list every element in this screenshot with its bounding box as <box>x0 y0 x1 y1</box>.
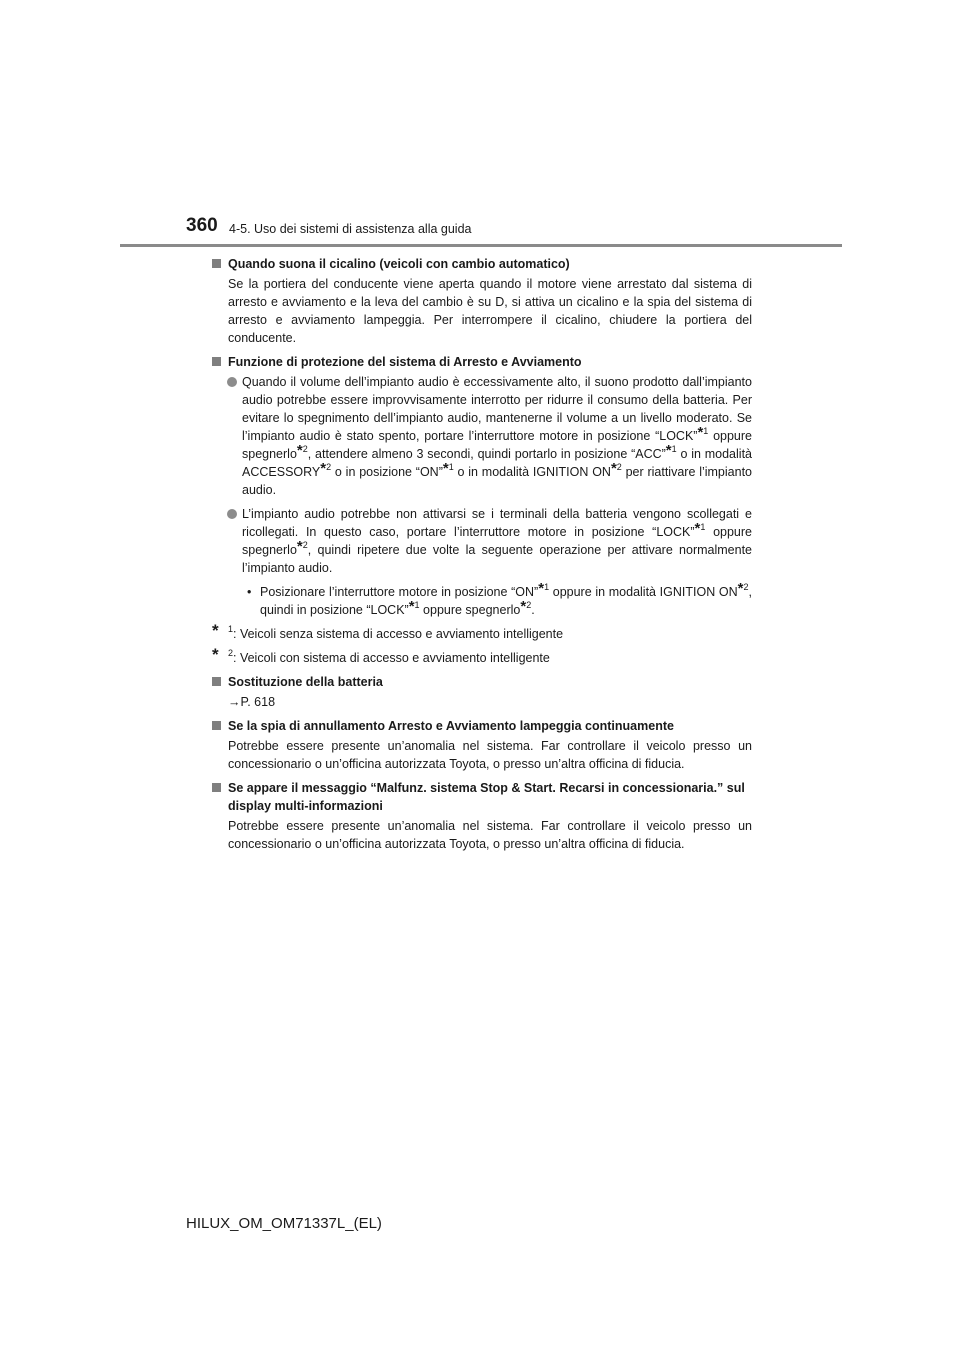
circle-bullet-icon <box>227 377 237 387</box>
heading-text: Se la spia di annullamento Arresto e Avviamento lampeggia continuamente <box>228 719 674 733</box>
footnote-star: * <box>212 621 219 640</box>
heading-text: Quando suona il cicalino (veicoli con cambio automatico) <box>228 257 570 271</box>
page-number: 360 <box>186 215 218 236</box>
sub-list-item-procedure: • Posizionare l’interruttore motore in posizione “ON”*$^1$ oppure in modalità IGNITION ON*$^2$, quindi in posizione “LOCK”*$^1$ oppure spegnerlo*$^2$. <box>247 580 752 617</box>
heading-text: Funzione di protezione del sistema di Arresto e Avviamento <box>228 355 582 369</box>
paragraph-buzzer: Se la portiera del conducente viene aperta quando il motore viene arrestato dal sistema di arresto e avviamento e la leva del cambio è su D, si attiva un cicalino e la spia del sistema di arresto e avviamento lampeggia. Per interrompere il cicalino, chiudere la portiera del conducente. <box>228 277 752 345</box>
footnote-1: * $^1$: Veicoli senza sistema di accesso e avviamento intelligente <box>212 621 564 641</box>
footnote-2: * $^2$: Veicoli con sistema di accesso e avviamento intelligente <box>212 645 550 665</box>
square-bullet-icon <box>212 677 221 686</box>
page-header <box>0 0 960 250</box>
heading-text: Se appare il messaggio “Malfunz. sistema Stop & Start. Recarsi in concessionaria.” sul display multi-informazioni <box>228 781 745 813</box>
section-heading-battery <box>212 673 752 691</box>
section-heading-cancel-light <box>212 717 752 735</box>
page-reference: →P. 618 <box>228 695 276 709</box>
footnote-star: * <box>212 645 219 664</box>
square-bullet-icon <box>212 259 221 268</box>
heading-text: Sostituzione della batteria <box>228 675 383 689</box>
section-heading-buzzer <box>212 255 752 273</box>
section-heading-protection <box>212 353 752 371</box>
square-bullet-icon <box>212 783 221 792</box>
section-heading-malfunction-message <box>212 779 752 815</box>
document-code: HILUX_OM_OM71337L_(EL) <box>186 1215 382 1232</box>
dot-marker: • <box>247 585 252 599</box>
list-item-battery-terminals: L’impianto audio potrebbe non attivarsi se i terminali della batteria vengono scollegati e ricollegati. In questo caso, portare l’interruttore motore in posizione “LOCK”*$^1$ oppure spegnerlo*$^2$, quindi ripetere due volte la seguente operazione per attivare normalmente l’impianto audio. <box>212 505 752 577</box>
paragraph-cancel-light: Potrebbe essere presente un’anomalia nel sistema. Far controllare il veicolo presso un concessionario o un’officina autorizzata Toyota, o presso un’altra officina di fiducia. <box>228 739 752 771</box>
page-content <box>212 255 752 859</box>
list-item-audio-volume: Quando il volume dell’impianto audio è eccessivamente alto, il suono prodotto dall’impianto audio potrebbe essere improvvisamente interrotto per ridurre il consumo della batteria. Per evitare lo spegnimento dell’impianto audio, mantenerne il volume a un livello moderato. Se l’impianto audio è stato spento, portare l’interruttore motore in posizione “LOCK”*$^1$ oppure spegnerlo*$^2$, attendere almeno 3 secondi, quindi portarlo in posizione “ACC”*$^1$ o in modalità ACCESSORY*$^2$ o in posizione “ON”*$^1$ o in modalità IGNITION ON*$^2$ per riattivare l’impianto audio. <box>212 373 752 499</box>
circle-bullet-icon <box>227 509 237 519</box>
header-divider <box>120 244 842 247</box>
square-bullet-icon <box>212 357 221 366</box>
section-title: 4-5. Uso dei sistemi di assistenza alla guida <box>229 222 472 236</box>
paragraph-malfunction-message: Potrebbe essere presente un’anomalia nel sistema. Far controllare il veicolo presso un concessionario o un’officina autorizzata Toyota, o presso un’altra officina di fiducia. <box>228 819 752 851</box>
square-bullet-icon <box>212 721 221 730</box>
